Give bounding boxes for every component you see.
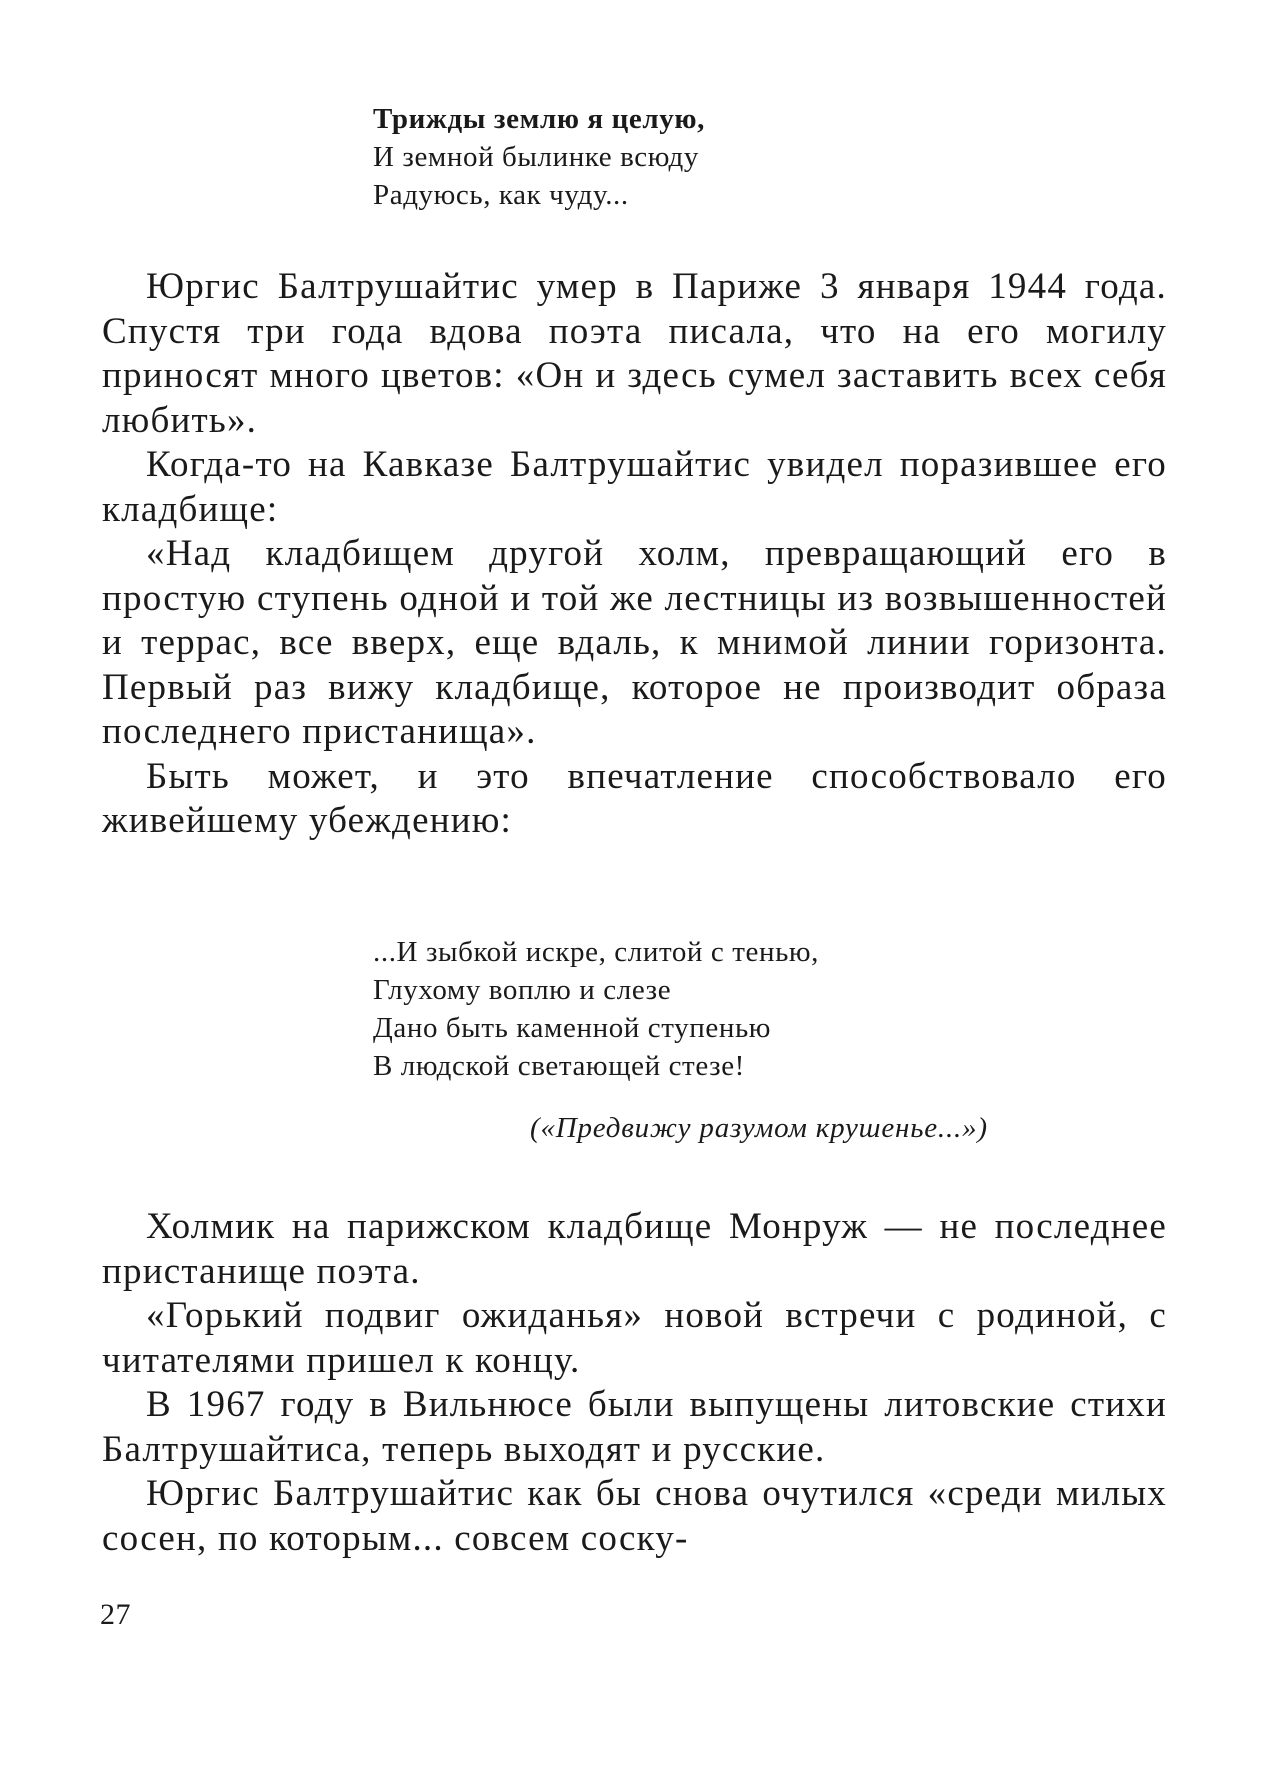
- verse-attribution: («Предвижу разумом крушенье...»): [530, 1112, 988, 1144]
- paragraph: Быть может, и это впечатление способствовало его живейшему убеждению:: [102, 755, 1167, 841]
- verse-line: ...И зыбкой искре, слитой с тенью,: [373, 936, 820, 968]
- verse-line: Трижды землю я целую,: [373, 103, 705, 135]
- paragraph: Когда-то на Кавказе Балтрушайтис увидел поразившее его кладбище:: [102, 444, 1167, 530]
- paragraph: Юргис Балтрушайтис как бы снова очутился «среди милых сосен, по которым... совсем соску-: [102, 1473, 1167, 1559]
- verse-line: Дано быть каменной ступенью: [373, 1012, 772, 1044]
- quoted-verse: [373, 933, 819, 1085]
- verse-line: В людской светающей стезе!: [373, 1050, 745, 1082]
- paragraph: Холмик на парижском кладбище Монруж — не последнее пристанище поэта.: [102, 1206, 1167, 1292]
- verse-line: Глухому воплю и слезе: [373, 974, 672, 1006]
- paragraph: «Горький подвиг ожиданья» новой встречи с родиной, с читателями пришел к концу.: [102, 1295, 1167, 1381]
- prose-block-2: [102, 1205, 1167, 1561]
- paragraph: «Над кладбищем другой холм, превращающий его в простую ступень одной и той же лестницы из возвышенностей и террас, все вверх, еще вдаль, к мнимой линии горизонта. Первый раз вижу кладбище, которое не производит образа последнего пристанища».: [102, 533, 1167, 752]
- epigraph-verse: [373, 100, 705, 214]
- paragraph: В 1967 году в Вильнюсе были выпущены литовские стихи Балтрушайтиса, теперь выходят и русские.: [102, 1384, 1167, 1470]
- page-number: 27: [100, 1598, 131, 1631]
- verse-line: И земной былинке всюду: [373, 141, 699, 173]
- prose-block-1: [102, 265, 1167, 844]
- verse-line: Радуюсь, как чуду...: [373, 179, 629, 211]
- paragraph: Юргис Балтрушайтис умер в Париже 3 января 1944 года. Спустя три года вдова поэта писала, что на его могилу приносят много цветов: «Он и здесь сумел заставить всех себя любить».: [102, 266, 1167, 441]
